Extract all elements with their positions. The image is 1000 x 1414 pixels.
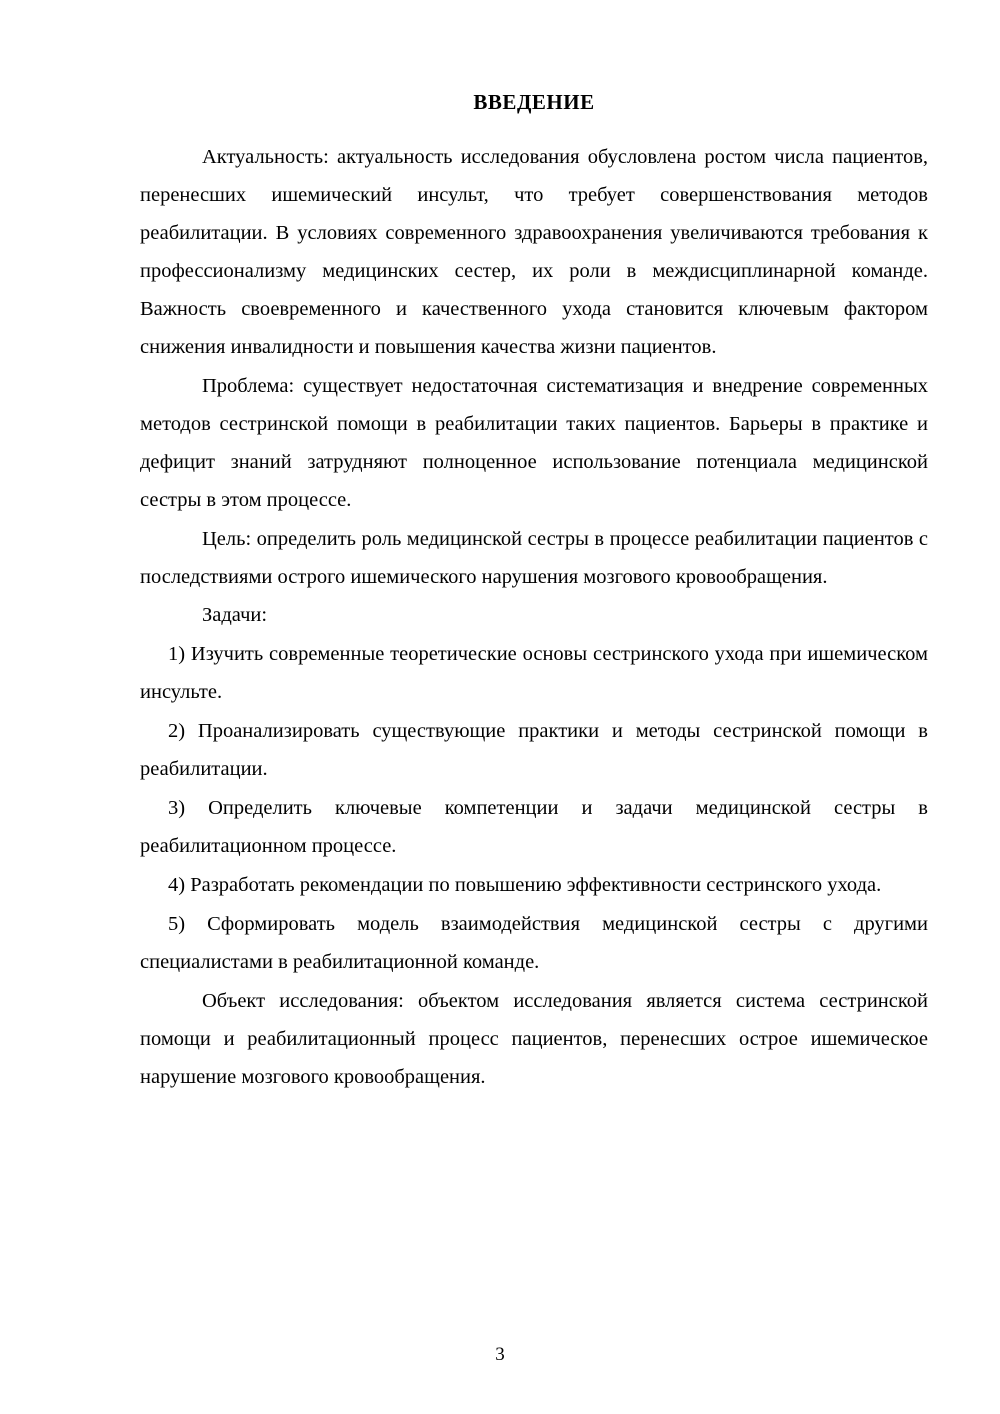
paragraph-tasks-heading: Задачи: — [202, 604, 268, 627]
paragraph-goal: Цель: определить роль медицинской сестры в процессе реабилитации пациентов с последствиями острого ишемического нарушения мозгового кровообращения. — [140, 527, 928, 588]
page-number: 3 — [495, 1344, 505, 1365]
paragraph-problem: Проблема: существует недостаточная систематизация и внедрение современных методов сестринской помощи в реабилитации таких пациентов. Барьеры в практике и дефицит знаний затрудняют полноценное использование потенциала медицинской сестры в этом процессе. — [140, 374, 928, 511]
list-item-task-2: 2) Проанализировать существующие практики и методы сестринской помощи в реабилитации. — [140, 720, 928, 781]
list-item-task-4: 4) Разработать рекомендации по повышению эффективности сестринского ухода. — [168, 873, 882, 896]
page-title: ВВЕДЕНИЕ — [473, 90, 595, 114]
paragraph-relevance: Актуальность: актуальность исследования обусловлена ростом числа пациентов, перенесших ишемический инсульт, что требует совершенствования методов реабилитации. В условиях современного здравоохранения увеличиваются требования к профессионализму медицинских сестер, их роли в междисциплинарной команде. Важность своевременного и качественного ухода становится ключевым фактором снижения инвалидности и повышения качества жизни пациентов. — [140, 146, 928, 358]
list-item-task-1: 1) Изучить современные теоретические основы сестринского ухода при ишемическом инсульте. — [140, 643, 928, 704]
list-item-task-5: 5) Сформировать модель взаимодействия медицинской сестры с другими специалистами в реабилитационной команде. — [140, 912, 928, 973]
paragraph-object: Объект исследования: объектом исследования является система сестринской помощи и реабилитационный процесс пациентов, перенесших острое ишемическое нарушение мозгового кровообращения. — [140, 989, 928, 1088]
document-body — [140, 139, 928, 1096]
list-item-task-3: 3) Определить ключевые компетенции и задачи медицинской сестры в реабилитационном процессе. — [140, 797, 928, 857]
